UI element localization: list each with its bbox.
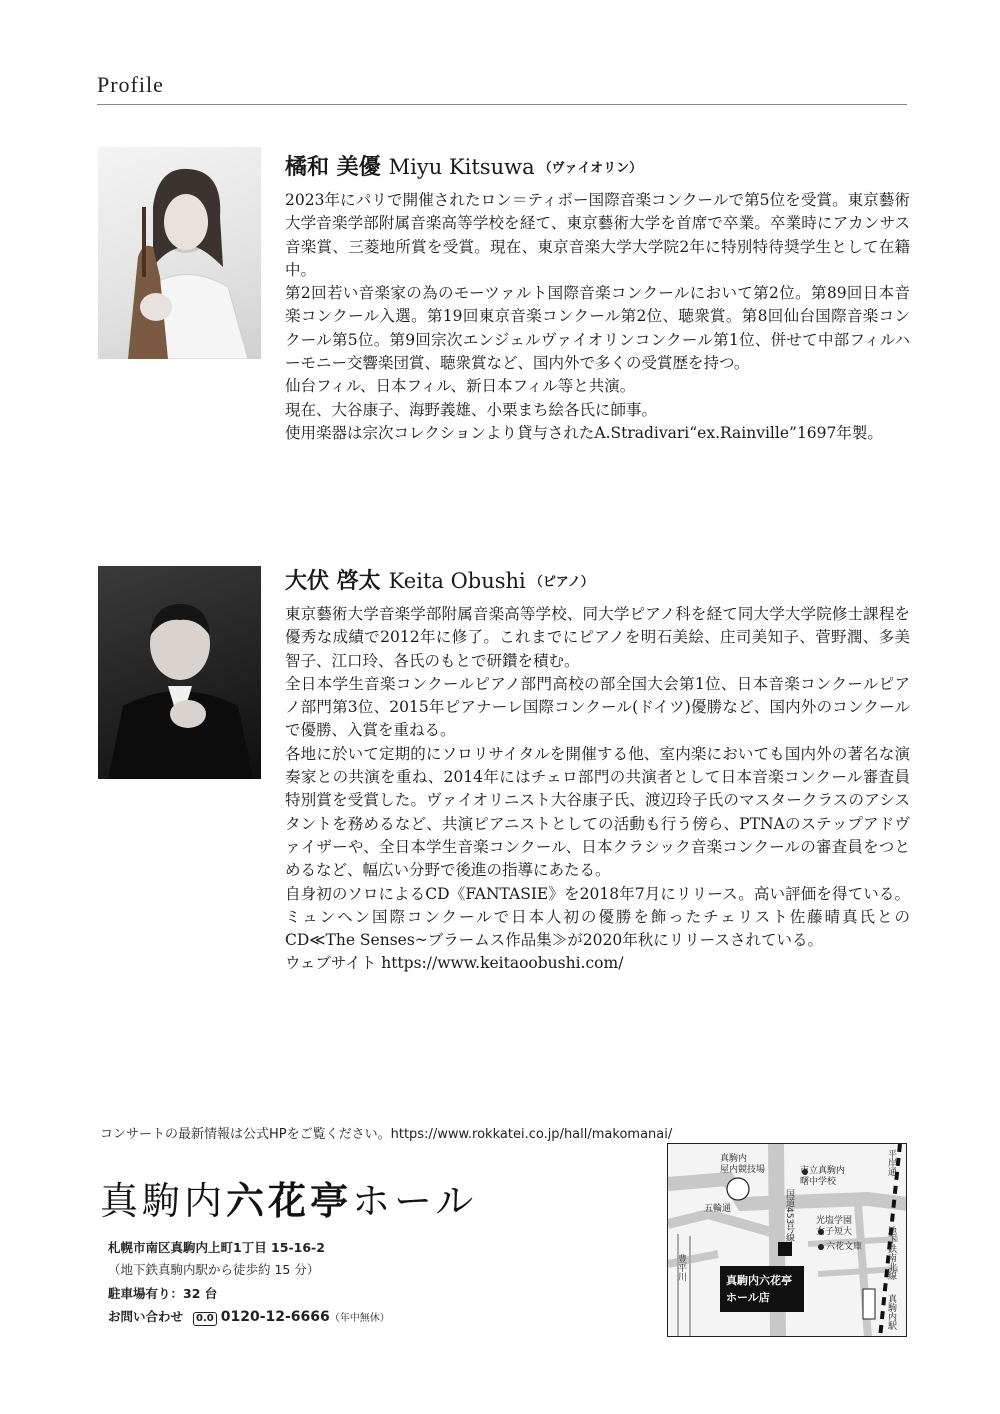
bio-paragraph: 使用楽器は宗次コレクションより貸与されたA.Stradivari“ex.Rainville”1697年製。 <box>285 423 883 442</box>
bio-paragraph: 自身初のソロによるCD《FANTASIE》を2018年7月にリリース。高い評価を得ている。ミュンヘン国際コンクールで日本人初の優勝を飾ったチェリスト佐藤晴真氏とのCD≪The Senses~ブラームス作品集≫が2020年秋にリリースされている。 <box>285 884 910 950</box>
performer-bio-text <box>285 189 910 445</box>
hall-access: （地下鉄真駒内駅から徒歩約 15 分） <box>108 1262 320 1277</box>
concert-info-note: コンサートの最新情報は公式HPをご覧ください。https://www.rokkatei.co.jp/hall/makomanai/ <box>100 1127 673 1142</box>
map-label-hiragishi: 平岸通 <box>886 1149 896 1176</box>
performer-bio-violinist <box>285 152 910 445</box>
free-dial-icon: 0.0 <box>193 1312 217 1326</box>
performer-name-ja: 橘和 美優 <box>285 155 381 180</box>
bio-paragraph: 全日本学生音楽コンクールピアノ部門高校の部全国大会第1位、日本音楽コンクールピアノ部門第3位、2015年ピアナーレ国際コンクール(ドイツ)優勝など、国内外のコンクールで優勝、入賞を重ねる。 <box>285 674 910 740</box>
contact-phone[interactable]: 0120-12-6666 <box>220 1309 330 1325</box>
bio-paragraph: 仙台フィル、日本フィル、新日本フィル等と共演。 <box>285 377 636 396</box>
contact-phone-note: （年中無休） <box>329 1313 390 1324</box>
map-label-route: 国道453号線 <box>784 1189 794 1243</box>
performer-photo-violinist <box>98 147 261 359</box>
map-label-subway: 地下鉄南北線 <box>886 1226 896 1280</box>
performer-name-en: Miyu Kitsuwa <box>388 155 535 179</box>
bio-paragraph[interactable]: ウェブサイト https://www.keitaoobushi.com/ <box>285 954 624 973</box>
bio-paragraph: 現在、大谷康子、海野義雄、小栗まち絵各氏に師事。 <box>285 400 658 419</box>
performer-name-ja: 大伏 啓太 <box>285 569 381 594</box>
hall-name-brand: 六花亭 <box>226 1179 353 1223</box>
map-label-bunko: 六花文庫 <box>826 1242 863 1252</box>
performer-name <box>285 566 910 598</box>
hall-name-part: 真駒内 <box>100 1179 227 1223</box>
performer-role: （ヴァイオリン） <box>538 161 643 176</box>
map-label-street: 五輪通 <box>704 1204 732 1214</box>
page-heading: Profile <box>97 72 164 97</box>
pianist-portrait-icon <box>98 566 261 779</box>
map-label-river: 豊平川 <box>676 1254 686 1281</box>
violinist-portrait-icon <box>98 147 261 359</box>
hall-parking: 駐車場有り：32 台 <box>108 1286 218 1301</box>
hall-logo <box>100 1170 477 1225</box>
performer-bio-pianist <box>285 566 910 976</box>
map-store-marker <box>720 1266 804 1312</box>
bio-paragraph: 各地に於いて定期的にソロリサイタルを開催する他、室内楽においても国内外の著名な演奏家との共演を重ね、2014年にはチェロ部門の共演者として日本音楽コンクール審査員特別賞を受賞した。ヴァイオリニスト大谷康子氏、渡辺玲子氏のマスタークラスのアシスタントを務めるなど、共演ピアニストとしての活動も行う傍ら、PTNAのステップアドヴァイザーや、全日本学生音楽コンクール、日本クラシック音楽コンクールの審査員をつとめるなど、幅広い分野で後進の指導にあたる。 <box>285 744 910 880</box>
access-map <box>667 1143 907 1337</box>
map-label-school2: 光塩学園 女子短大 <box>816 1216 853 1237</box>
contact-label: お問い合わせ <box>108 1309 184 1324</box>
map-store-name: ホール店 <box>726 1291 770 1304</box>
bio-paragraph: 東京藝術大学音楽学部附属音楽高等学校、同大学ピアノ科を経て同大学大学院修士課程を優秀な成績で2012年に修了。これまでにピアノを明石美絵、庄司美知子、菅野潤、多美智子、江口玲、各氏のもとで研鑽を積む。 <box>285 605 910 670</box>
heading-divider <box>97 104 907 105</box>
performer-photo-pianist <box>98 566 261 779</box>
hall-name-part: ホール <box>352 1179 478 1223</box>
performer-name-en: Keita Obushi <box>388 569 526 593</box>
performer-role: （ピアノ） <box>529 575 594 590</box>
hall-address: 札幌市南区真駒内上町1丁目 15-16-2 <box>108 1240 325 1255</box>
bio-paragraph: 第2回若い音楽家の為のモーツァルト国際音楽コンクールにおいて第2位。第89回日本音楽コンクール入選。第19回東京音楽コンクール第2位、聴衆賞。第8回仙台国際音楽コンクール第5位。第9回宗次エンジェルヴァイオリンコンクール第1位、併せて中部フィルハーモニー交響楽団賞、聴衆賞など、国内外で多くの受賞歴を持つ。 <box>285 284 910 373</box>
map-label-stadium: 真駒内 屋内競技場 <box>720 1154 766 1175</box>
hall-contact <box>108 1307 390 1326</box>
map-label-school1: 市立真駒内 曙中学校 <box>800 1166 846 1187</box>
performer-name <box>285 152 910 184</box>
bio-paragraph: 2023年にパリで開催されたロン＝ティボー国際音楽コンクールで第5位を受賞。東京藝術大学音楽学部附属音楽高等学校を経て、東京藝術大学を首席で卒業。卒業時にアカンサス音楽賞、三菱地所賞を受賞。現在、東京音楽大学大学院2年に特別特待奨学生として在籍中。 <box>285 191 910 279</box>
performer-bio-text <box>285 603 910 976</box>
map-store-name: 真駒内六花亭 <box>726 1274 792 1287</box>
map-label-station: 真駒内駅 <box>886 1294 896 1330</box>
